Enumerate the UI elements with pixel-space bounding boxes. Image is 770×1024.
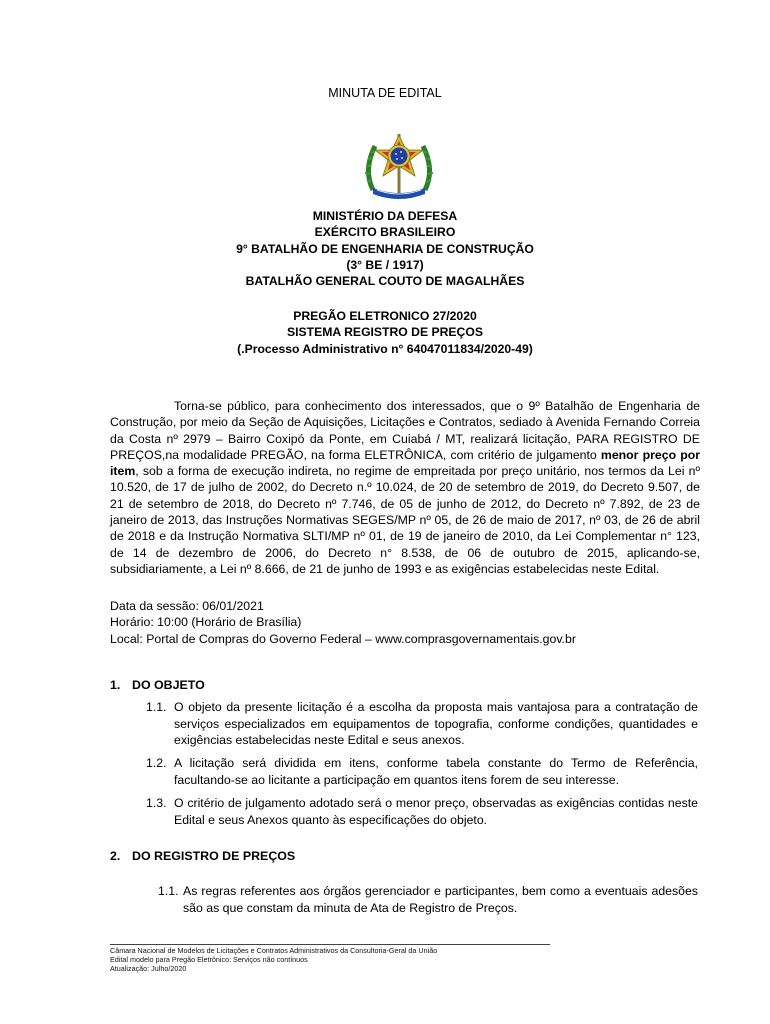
header-ministry: MINISTÉRIO DA DEFESA bbox=[312, 209, 458, 223]
footer-divider bbox=[110, 944, 550, 945]
item-number: 1.1. bbox=[146, 700, 167, 714]
pregao-process: (.Processo Administrativo n° 64047011834/2020-49) bbox=[237, 341, 533, 356]
item-text: A licitação será dividida em itens, conforme tabela constante do Termo de Referência, facultando-se ao licitante a participação em quantos itens forem de seu interesse. bbox=[174, 756, 698, 787]
intro-text-1: Torna-se público, para conhecimento dos interessados, que o 9º Batalhão de Engenharia de Construção, por meio da Seção de Aquisições, Licitações e Contratos, sediado à Avenida Fernando Correia da Costa nº 2979 – Bairro Coxipó da Ponte, em Cuiabá / MT, realizará licitação, PARA REGISTRO DE PREÇOS,na modalidade PREGÃO, na forma ELETRÔNICA, com critério de julgamento bbox=[110, 399, 700, 462]
header-battalion-code: (3° BE / 1917) bbox=[346, 257, 424, 272]
item-number: 1.1. bbox=[158, 884, 179, 898]
section-1-item bbox=[146, 699, 698, 749]
header-army: EXÉRCITO BRASILEIRO bbox=[314, 225, 456, 240]
footer-line-2: Edital modelo para Pregão Eletrônico: Serviços não contínuos bbox=[110, 955, 308, 965]
session-time: Horário: 10:00 (Horário de Brasília) bbox=[110, 615, 302, 630]
item-text: As regras referentes aos órgãos gerenciador e participantes, bem como a eventuais adesões são as que constam da minuta de Ata de Registro de Preços. bbox=[183, 884, 698, 915]
item-text: O objeto da presente licitação é a escolha da proposta mais vantajosa para a contratação de serviços especializados em equipamentos de topografia, conforme condições, quantidades e exigências estabelecidas neste Edital e seus anexos. bbox=[174, 700, 698, 747]
session-info bbox=[110, 598, 700, 647]
document-title: MINUTA DE EDITAL bbox=[328, 86, 442, 100]
section-2-item bbox=[158, 883, 698, 916]
item-text: O critério de julgamento adotado será o menor preço, observadas as exigências contidas neste Edital e seus Anexos quanto às especificações do objeto. bbox=[174, 796, 698, 827]
section-1-item bbox=[146, 795, 698, 828]
header-battalion-name: BATALHÃO GENERAL COUTO DE MAGALHÃES bbox=[245, 274, 525, 289]
footer bbox=[110, 946, 437, 974]
section-1-title bbox=[110, 678, 205, 692]
item-number: 1.3. bbox=[146, 796, 167, 810]
section-2-label: DO REGISTRO DE PREÇOS bbox=[132, 849, 296, 863]
header-block bbox=[0, 208, 770, 289]
session-place: Local: Portal de Compras do Governo Federal – www.comprasgovernamentais.gov.br bbox=[110, 631, 576, 646]
section-1-number: 1. bbox=[110, 678, 121, 692]
item-number: 1.2. bbox=[146, 756, 167, 770]
footer-line-3: Atualização: Julho/2020 bbox=[110, 964, 187, 974]
section-1-item bbox=[146, 755, 698, 788]
intro-paragraph bbox=[110, 398, 700, 577]
intro-bold-criterion: menor preço por item bbox=[110, 447, 701, 479]
section-2-number: 2. bbox=[110, 849, 121, 863]
header-battalion: 9° BATALHÃO DE ENGENHARIA DE CONSTRUÇÃO bbox=[236, 241, 534, 256]
pregao-system: SISTEMA REGISTRO DE PREÇOS bbox=[287, 325, 483, 340]
session-date: Data da sessão: 06/01/2021 bbox=[110, 599, 264, 613]
coat-of-arms-icon bbox=[359, 132, 439, 200]
footer-line-1: Câmara Nacional de Modelos de Licitações e Contratos Administrativos da Consultoria-Geral da União bbox=[110, 946, 438, 955]
section-1-label: DO OBJETO bbox=[132, 678, 205, 692]
pregao-number: PREGÃO ELETRONICO 27/2020 bbox=[293, 309, 477, 323]
pregao-block bbox=[0, 308, 770, 357]
intro-text-2: , sob a forma de execução indireta, no regime de empreitada por preço unitário, nos termos da Lei nº 10.520, de 17 de julho de 2002, do Decreto n.º 10.024, de 20 de setembro de 2019, do Decreto 9.507, de 21 de setembro de 2018, do Decreto nº 7.746, de 05 de junho de 2012, do Decreto nº 7.892, de 23 de janeiro de 2013, das Instruções Normativas SEGES/MP nº 05, de 26 de maio de 2017, nº 03, de 26 de abril de 2018 e da Instrução Normativa SLTI/MP nº 01, de 19 de janeiro de 2010, da Lei Complementar n° 123, de 14 de dezembro de 2006, do Decreto n° 8.538, de 06 de outubro de 2015, aplicando-se, subsidiariamente, a Lei nº 8.666, de 21 de junho de 1993 e as exigências estabelecidas neste Edital. bbox=[110, 464, 700, 576]
section-2-title bbox=[110, 849, 295, 863]
